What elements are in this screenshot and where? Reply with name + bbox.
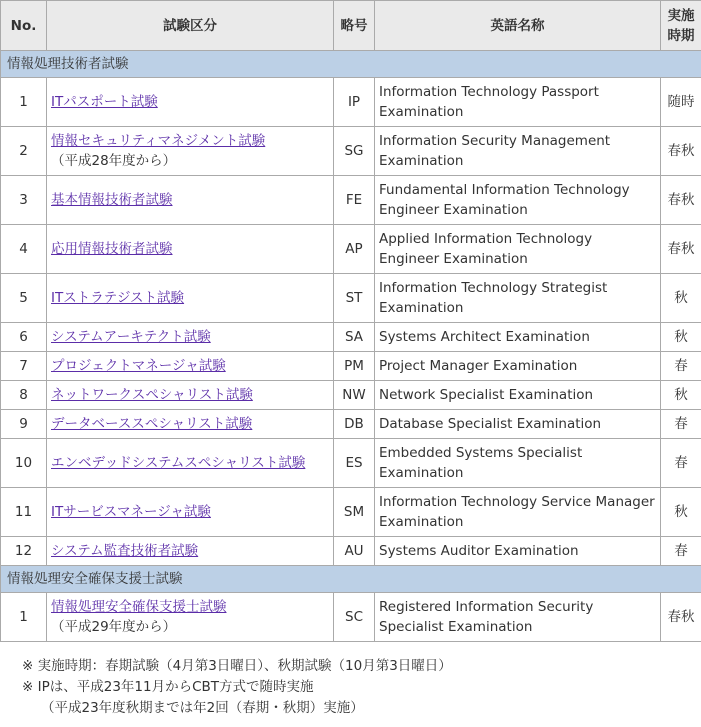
exam-link[interactable]: 情報セキュリティマネジメント試験 [51,133,266,149]
exam-name-cell [47,78,334,127]
exam-link[interactable]: 応用情報技術者試験 [51,241,173,257]
table-row [1,274,701,323]
table-body [1,51,701,642]
row-number: 5 [1,274,47,323]
section-title: 情報処理技術者試験 [1,51,701,78]
table-row [1,410,701,439]
exam-link[interactable]: ITパスポート試験 [51,94,158,110]
row-number: 12 [1,537,47,566]
exam-english-name: Information Security Management Examination [375,127,661,176]
notes [22,656,452,719]
exam-note: （平成29年度から） [51,619,177,635]
table-row [1,439,701,488]
note-line: ※ IPは、平成23年11月からCBT方式で随時実施 [22,679,314,695]
exam-name-cell [47,352,334,381]
note-line: （平成23年度秋期までは年2回（春期・秋期）実施） [41,700,364,716]
exam-name-cell [47,410,334,439]
exam-period: 秋 [661,323,701,352]
exam-english-name: Registered Information Security Specialist Examination [375,593,661,642]
exam-name-cell [47,176,334,225]
exam-abbreviation: PM [334,352,375,381]
exam-name-cell [47,127,334,176]
header-abbr: 略号 [334,1,375,51]
exam-abbreviation: ES [334,439,375,488]
exam-period: 春秋 [661,176,701,225]
section-title: 情報処理安全確保支援士試験 [1,566,701,593]
exam-abbreviation: NW [334,381,375,410]
exam-note: （平成28年度から） [51,153,177,169]
header-category: 試験区分 [47,1,334,51]
exam-period: 春秋 [661,225,701,274]
table-row [1,127,701,176]
table-row [1,352,701,381]
exam-abbreviation: SA [334,323,375,352]
exam-english-name: Information Technology Strategist Examination [375,274,661,323]
exam-period: 春 [661,537,701,566]
row-number: 2 [1,127,47,176]
exam-abbreviation: ST [334,274,375,323]
exam-name-cell [47,274,334,323]
table-row [1,78,701,127]
header-english: 英語名称 [375,1,661,51]
exam-link[interactable]: ITサービスマネージャ試験 [51,504,211,520]
exam-name-cell [47,381,334,410]
exam-english-name: Information Technology Service Manager Examination [375,488,661,537]
row-number: 4 [1,225,47,274]
section-header-row [1,566,701,593]
row-number: 6 [1,323,47,352]
exam-english-name: Network Specialist Examination [375,381,661,410]
row-number: 3 [1,176,47,225]
header-period: 実施時期 [661,1,701,51]
row-number: 1 [1,78,47,127]
exam-period: 春 [661,439,701,488]
table-row [1,593,701,642]
row-number: 8 [1,381,47,410]
exam-abbreviation: FE [334,176,375,225]
table-row [1,176,701,225]
table-row [1,323,701,352]
table-row [1,537,701,566]
exam-abbreviation: AP [334,225,375,274]
exam-period: 春秋 [661,127,701,176]
exam-english-name: Applied Information Technology Engineer Examination [375,225,661,274]
exam-name-cell [47,537,334,566]
exam-name-cell [47,225,334,274]
exam-abbreviation: DB [334,410,375,439]
exam-abbreviation: AU [334,537,375,566]
table-row [1,225,701,274]
exam-name-cell [47,488,334,537]
exam-link[interactable]: データベーススペシャリスト試験 [51,416,253,432]
exam-name-cell [47,593,334,642]
exam-abbreviation: SM [334,488,375,537]
exam-period: 随時 [661,78,701,127]
exam-name-cell [47,439,334,488]
row-number: 10 [1,439,47,488]
row-number: 1 [1,593,47,642]
row-number: 9 [1,410,47,439]
exam-link[interactable]: システム監査技術者試験 [51,543,199,559]
note-line: ※ 実施時期：春期試験（4月第3日曜日）、秋期試験（10月第3日曜日） [22,658,452,674]
exam-link[interactable]: 情報処理安全確保支援士試験 [51,599,227,615]
exam-english-name: Fundamental Information Technology Engineer Examination [375,176,661,225]
exam-abbreviation: SC [334,593,375,642]
exam-link[interactable]: ITストラテジスト試験 [51,290,185,306]
section-header-row [1,51,701,78]
exam-link[interactable]: ネットワークスペシャリスト試験 [51,387,253,403]
exam-english-name: Embedded Systems Specialist Examination [375,439,661,488]
table-row [1,488,701,537]
table-row [1,381,701,410]
exam-period: 秋 [661,274,701,323]
exam-english-name: Systems Architect Examination [375,323,661,352]
exam-english-name: Database Specialist Examination [375,410,661,439]
exam-period: 秋 [661,488,701,537]
exam-period: 秋 [661,381,701,410]
exam-period: 春秋 [661,593,701,642]
exam-abbreviation: SG [334,127,375,176]
exam-english-name: Information Technology Passport Examination [375,78,661,127]
exam-period: 春 [661,352,701,381]
exam-name-cell [47,323,334,352]
exam-link[interactable]: プロジェクトマネージャ試験 [51,358,226,374]
exam-period: 春 [661,410,701,439]
table-header [1,1,701,51]
exam-link[interactable]: エンベデッドシステムスペシャリスト試験 [51,455,306,471]
row-number: 7 [1,352,47,381]
exam-english-name: Systems Auditor Examination [375,537,661,566]
exam-link[interactable]: システムアーキテクト試験 [51,329,211,345]
row-number: 11 [1,488,47,537]
exam-link[interactable]: 基本情報技術者試験 [51,192,173,208]
exam-english-name: Project Manager Examination [375,352,661,381]
header-no: No. [1,1,47,51]
exam-abbreviation: IP [334,78,375,127]
